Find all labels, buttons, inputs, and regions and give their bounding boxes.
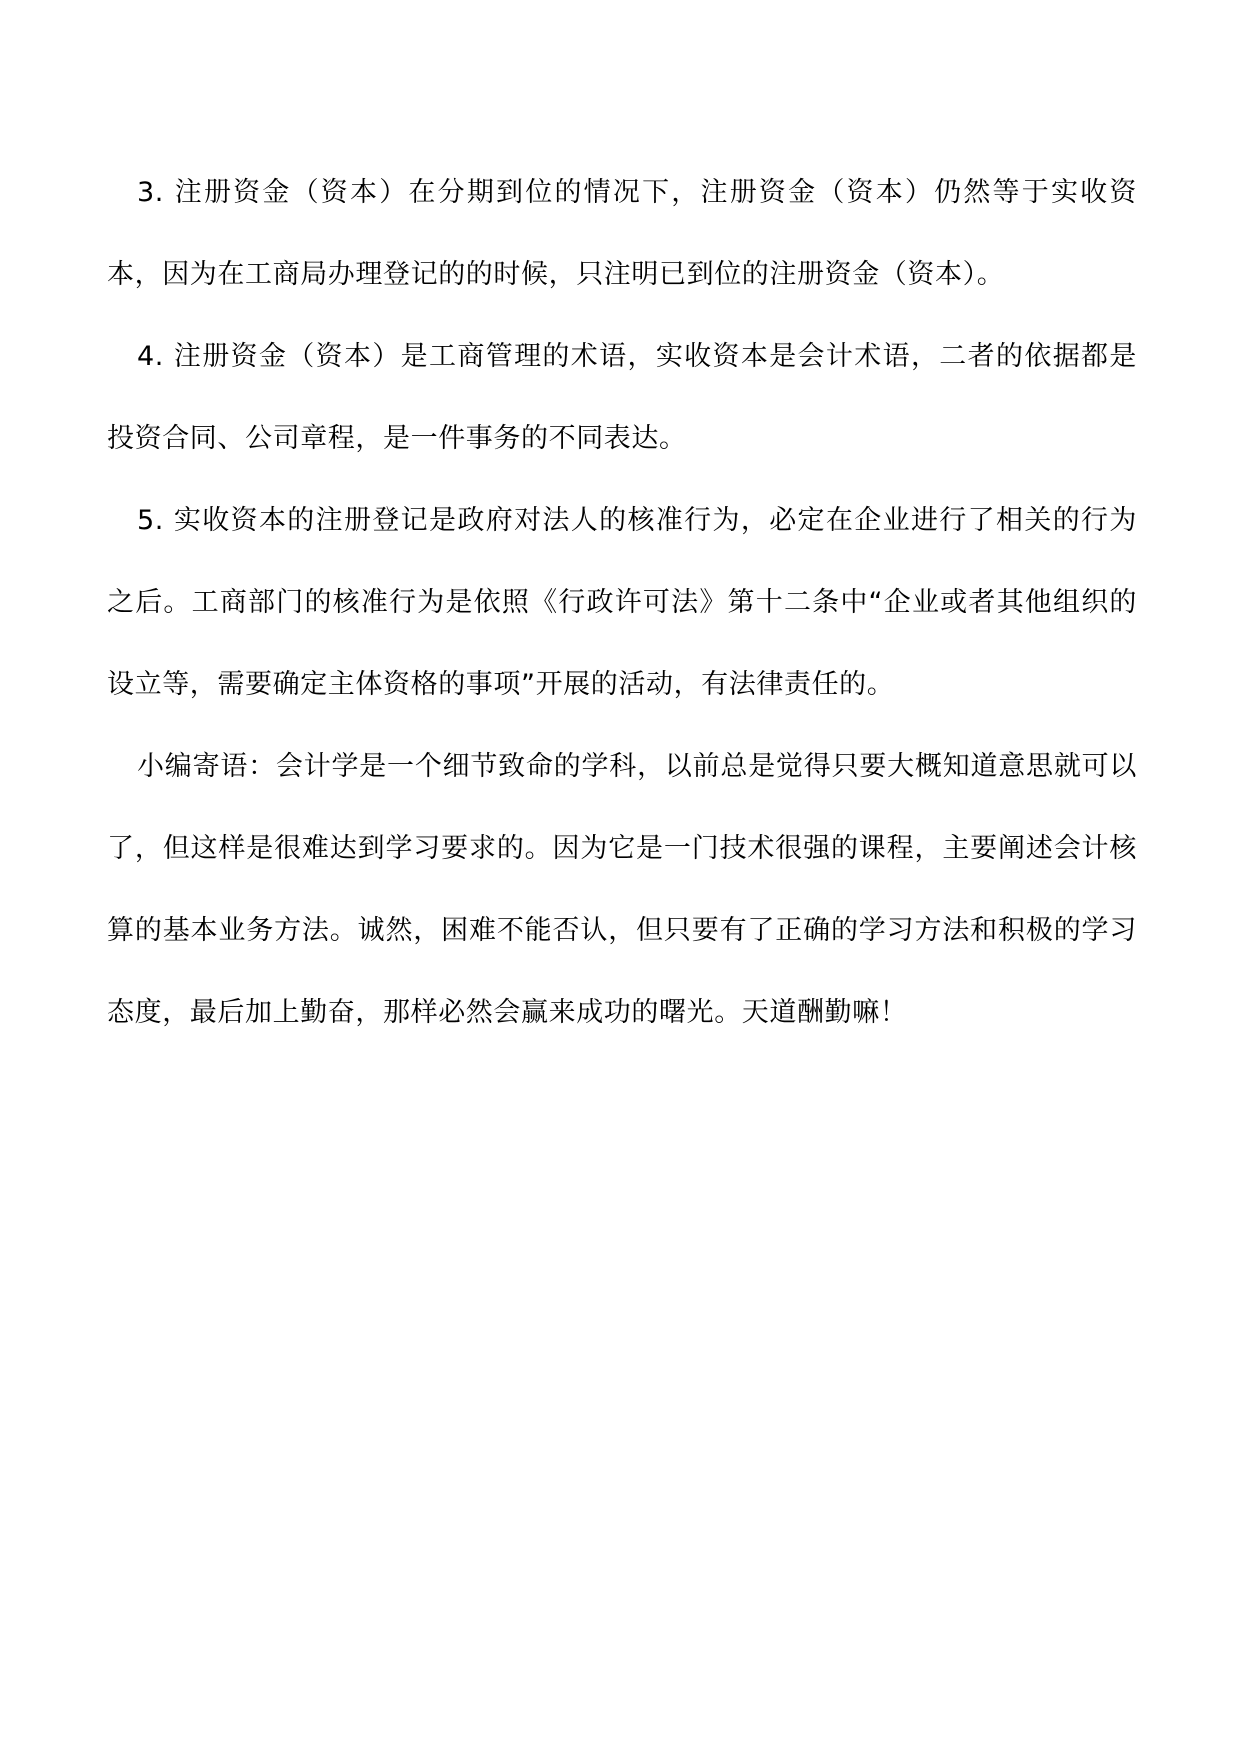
document-body — [107, 152, 1137, 1054]
paragraph-item-4: 4. 注册资金（资本）是工商管理的术语，实收资本是会计术语，二者的依据都是投资合同、公司章程，是一件事务的不同表达。 — [107, 341, 1137, 454]
paragraph-item-3: 3. 注册资金（资本）在分期到位的情况下，注册资金（资本）仍然等于实收资本，因为在工商局办理登记的的时候，只注明已到位的注册资金（资本）。 — [107, 177, 1137, 290]
editor-note-paragraph: 小编寄语：会计学是一个细节致命的学科，以前总是觉得只要大概知道意思就可以了，但这样是很难达到学习要求的。因为它是一门技术很强的课程，主要阐述会计核算的基本业务方法。诚然，困难不能否认，但只要有了正确的学习方法和积极的学习态度，最后加上勤奋，那样必然会赢来成功的曙光。天道酬勤嘛！ — [107, 751, 1137, 1028]
paragraph-item-5: 5. 实收资本的注册登记是政府对法人的核准行为，必定在企业进行了相关的行为之后。工商部门的核准行为是依照《行政许可法》第十二条中“企业或者其他组织的设立等，需要确定主体资格的事项”开展的活动，有法律责任的。 — [107, 505, 1137, 700]
